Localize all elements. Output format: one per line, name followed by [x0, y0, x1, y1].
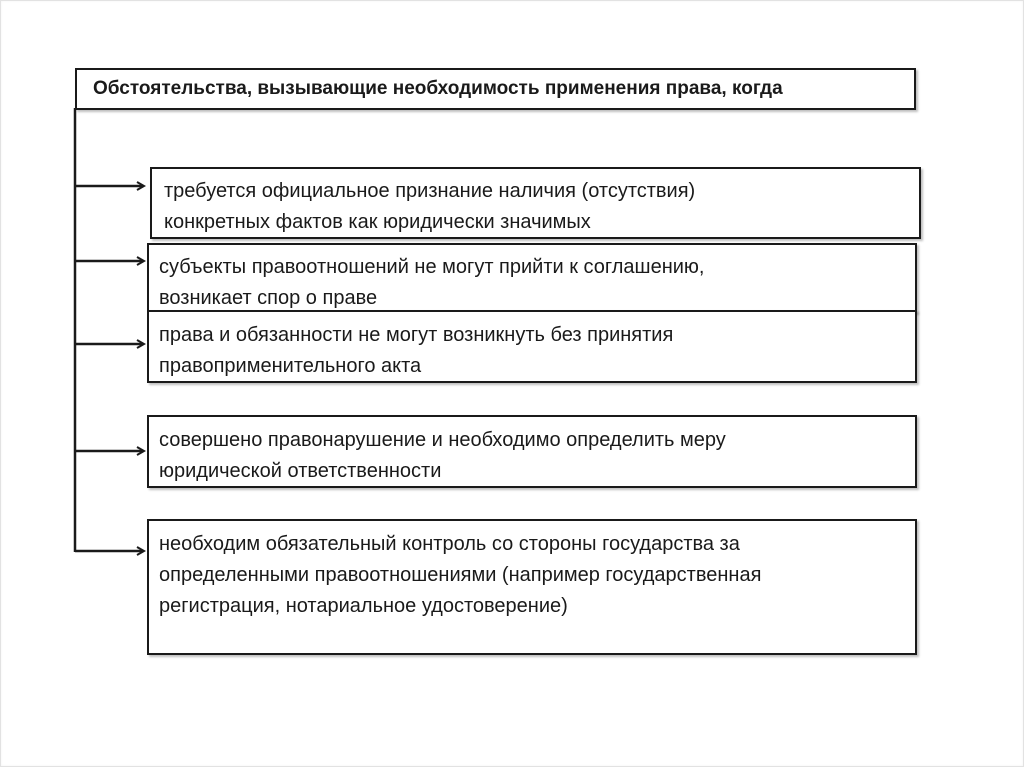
item-2-line-2: возникает спор о праве [159, 287, 378, 309]
header-title: Обстоятельства, вызывающие необходимость применения права, когда [93, 78, 783, 99]
item-5-line-2: определенными правоотношениями (например государственная [159, 564, 762, 586]
item-box-5 [147, 519, 917, 655]
header-box [75, 68, 916, 110]
item-2-line-1: субъекты правоотношений не могут прийти к соглашению, [159, 256, 705, 278]
item-1-line-2: конкретных фактов как юридически значимых [164, 211, 591, 233]
item-box-3 [147, 310, 917, 383]
item-3-line-1: права и обязанности не могут возникнуть без принятия [159, 324, 674, 346]
item-box-1 [150, 167, 921, 239]
item-4-line-1: совершено правонарушение и необходимо определить меру [159, 429, 726, 451]
item-4-line-2: юридической ответственности [159, 460, 442, 482]
item-5-line-1: необходим обязательный контроль со стороны государства за [159, 533, 740, 555]
item-box-4 [147, 415, 917, 488]
item-5-line-3: регистрация, нотариальное удостоверение) [159, 595, 568, 617]
item-1-line-1: требуется официальное признание наличия (отсутствия) [164, 180, 696, 202]
item-3-line-2: правоприменительного акта [159, 355, 422, 377]
item-box-2 [147, 243, 917, 313]
